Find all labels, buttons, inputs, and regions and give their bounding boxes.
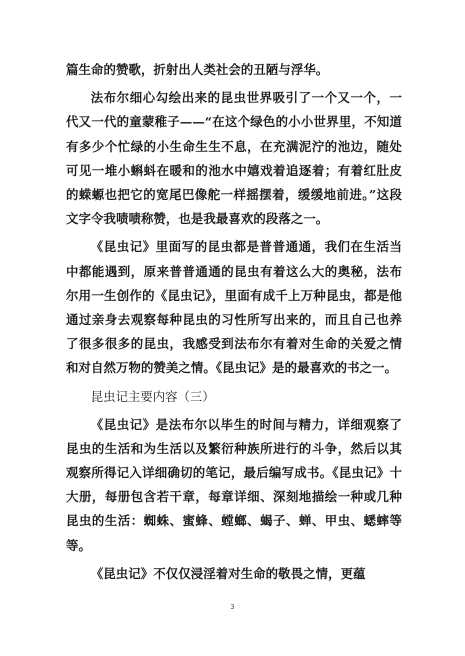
paragraph-4: 《昆虫记》是法布尔以毕生的时间与精力，详细观察了昆虫的生活和为生活以及繁衍种族所进行的斗争，然后以其观察所得记入详细确切的笔记，最后编写成书。《昆虫记》十大册，每册包含若干章，每章详细、深刻地描绘一种或几种昆虫的生活：蜘蛛、蜜蜂、螳螂、蝎子、蝉、甲虫、蟋蟀等等。	[66, 416, 402, 553]
page-content	[66, 58, 402, 590]
paragraph-1: 篇生命的赞歌，折射出人类社会的丑陋与浮华。	[66, 62, 329, 77]
paragraph-5: 《昆虫记》不仅仅浸淫着对生命的敬畏之情，更蕴	[90, 565, 366, 581]
page-number: 3	[230, 603, 235, 611]
paragraph-2: 法布尔细心勾绘出来的昆虫世界吸引了一个又一个，一代又一代的童蒙稚子——“在这个绿色的小小世界里，不知道有多少个忙绿的小生命生生不息，在充满泥泞的池边，随处可见一堆小蝌蚪在暖和的池水中嬉戏着追逐着；有着红肚皮的蝾螈也把它的宽尾巴像舵一样摇摆着，缓缓地前进。”这段文字令我啧啧称赞，也是我最喜欢的段落之一。	[66, 90, 402, 227]
paragraph-3: 《昆虫记》里面写的昆虫都是普普通通，我们在生活当中都能遇到，原来普普通通的昆虫有着这么大的奥秘，法布尔用一生创作的《昆虫记》，里面有成千上万种昆虫，都是他通过亲身去观察每种昆虫的习性所写出来的，而且自己也养了很多很多的昆虫，我感受到法布尔有着对生命的关爱之情和对自然万物的赞美之情。《昆虫记》是的最喜欢的书之一。	[66, 239, 402, 376]
section-heading: 昆虫记主要内容（三）	[90, 388, 215, 404]
